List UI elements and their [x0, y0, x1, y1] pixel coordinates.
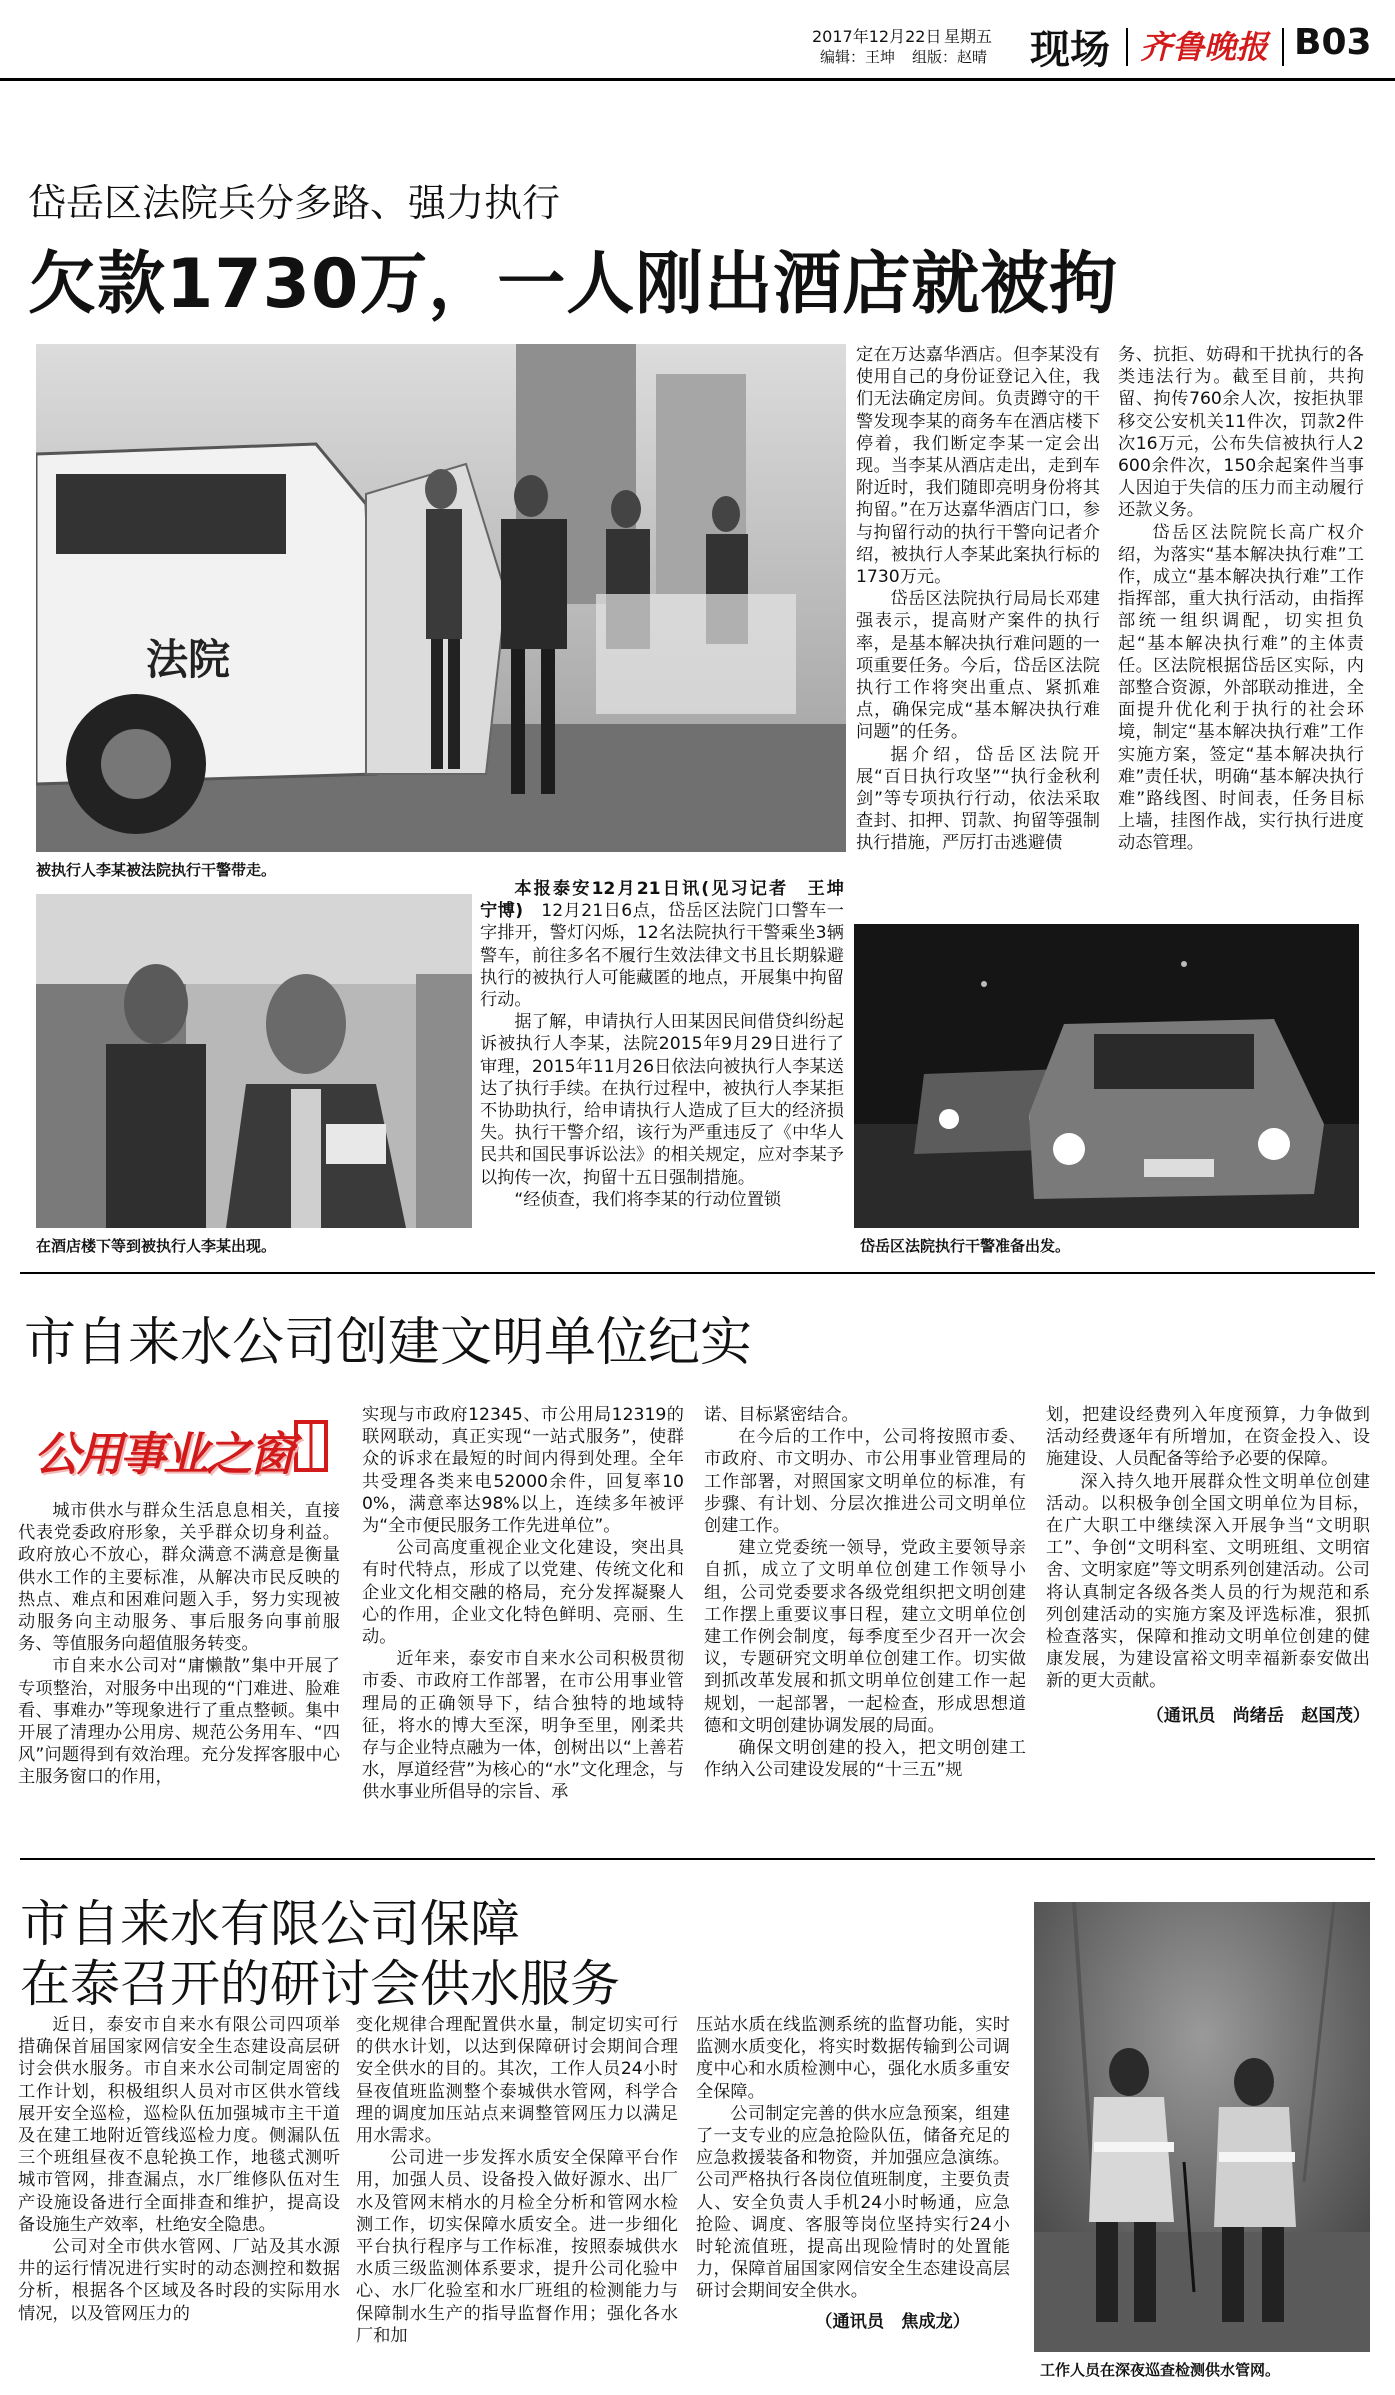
article3-title-line2: 在泰召开的研讨会供水服务 — [20, 1955, 620, 2013]
article2-paragraph: 在今后的工作中，公司将按照市委、市政府、市文明办、市公用事业管理局的工作部署，对照国家文明单位的标准，有步骤、有计划、分层次推进公司文明单位创建工作。 — [704, 1427, 1026, 1537]
photo-night-inspection — [1034, 1902, 1370, 2352]
article2-credit: （通讯员 尚绪岳 赵国茂） — [1146, 1705, 1370, 1726]
caption-photo-night-departure: 岱岳区法院执行干警准备出发。 — [860, 1237, 1071, 1255]
article3-paragraph: 变化规律合理配置供水量，制定切实可行的供水计划，以达到保障研讨会期间合理安全供水的目的。其次，工作人员24小时昼夜值班监测整个泰城供水管网，科学合理的调度加压站点来调整管网压力以满足用水需求。 — [356, 2015, 678, 2147]
photo-police-escort — [36, 344, 846, 852]
article1-paragraph: 据介绍，岱岳区法院开展“百日执行攻坚”“执行金秋利剑”等专项执行行动，依法采取查封、扣押、罚款、拘留等强制执行措施，严厉打击逃避债 — [856, 744, 1100, 854]
article2-paragraph: 深入持久地开展群众性文明单位创建活动。以积极争创全国文明单位为目标，在广大职工中继续深入开展争当“文明职工”、争创“文明科室、文明班组、文明宿舍、文明家庭”等文明系列创建活动。公司将认真制定各级各类人员的行为规范和系列创建活动的实施方案及评选标准，狠抓检查落实，保障和推动文明单位创建的健康发展，为建设富裕文明幸福新泰安做出新的更大贡献。 — [1046, 1471, 1370, 1692]
article1-column-right — [1118, 344, 1364, 855]
photo-hotel-wait-image — [36, 894, 472, 1228]
article2-column-3 — [704, 1404, 1026, 1781]
paper-logo: 齐鲁晚报 — [1140, 28, 1269, 66]
photo-police-escort-image — [36, 344, 846, 852]
article1-paragraph: 务、抗拒、妨碍和干扰执行的各类违法行为。截至目前，共拘留、拘传760余人次，按拒执罪移交公安机关11件次，罚款2件次16万元，公布失信被执行人2600余件次，150余起案件当事人因迫于失信的压力而主动履行还款义务。 — [1118, 345, 1364, 521]
article2-title: 市自来水公司创建文明单位纪实 — [24, 1313, 753, 1373]
photo-car-label: 法院 — [146, 635, 231, 684]
page-number: B03 — [1294, 22, 1372, 63]
article1-lead-text: 12月21日6点，岱岳区法院门口警车一字排开，警灯闪烁，12名法院执行干警乘坐3辆警车，前往多名不履行生效法律文书且长期躲避执行的被执行人可能藏匿的地点，开展集中拘留行动。 — [480, 901, 844, 1011]
article3-paragraph: 压站水质在线监测系统的监督功能，实时监测水质变化，将实时数据传输到公司调度中心和水质检测中心，强化水质多重安全保障。 — [696, 2015, 1010, 2102]
article1-lead — [480, 878, 862, 1011]
article1-paragraph: 岱岳区法院院长高广权介绍，为落实“基本解决执行难”工作，成立“基本解决执行难”工作指挥部，重大执行活动，由指挥部统一组织调配，切实担负起“基本解决执行难”的主体责任。区法院根据岱岳区实际，内部整合资源，外部联动推进，全面提升优化利于执行的社会环境，制定“基本解决执行难”工作实施方案，签定“基本解决执行难”责任状，明确“基本解决执行难”路线图、时间表，任务目标上墙，挂图作战，实行执行进度动态管理。 — [1118, 522, 1364, 854]
article3-paragraph: 公司对全市供水管网、厂站及其水源井的运行情况进行实时的动态测控和数据分析，根据各个区域及各时段的实际用水情况，以及管网压力的 — [18, 2237, 340, 2324]
photo-night-departure-image — [854, 924, 1359, 1228]
caption-photo-night-inspection: 工作人员在深夜巡查检测供水管网。 — [1040, 2361, 1281, 2379]
article3-column-3 — [696, 2014, 1010, 2333]
article1-column-middle — [856, 344, 1100, 855]
article1-column-left — [480, 878, 862, 1211]
article2-paragraph: 实现与市政府12345、市公用局12319的联网联动，真正实现“一站式服务”，使群众的诉求在最短的时间内得到处理。全年共受理各类来电52000余件，回复率100%，满意率达98%以上，连续多年被评为“全市便民服务工作先进单位”。 — [362, 1405, 684, 1537]
article2-paragraph: 城市供水与群众生活息息相关，直接代表党委政府形象，关乎群众切身利益。政府放心不放心，群众满意不满意是衡量供水工作的主要标准，从解决市民反映的热点、难点和困难问题入手，努力实现被动服务向主动服务、事后服务向事前服务、等值服务向超值服务转变。 — [18, 1501, 340, 1655]
article2-paragraph: 市自来水公司对“庸懒散”集中开展了专项整治，对服务中出现的“门难进、脸难看、事难办”等现象进行了重点整顿。集中开展了清理办公用房、规范公务用车、“四风”问题得到有效治理。充分发挥客服中心主服务窗口的作用， — [18, 1656, 340, 1788]
photo-night-inspection-image — [1034, 1902, 1370, 2352]
article2-column-4 — [1046, 1404, 1370, 1727]
article2-column-2 — [362, 1404, 684, 1804]
article2-column-1 — [18, 1500, 340, 1789]
article1-kicker: 岱岳区法院兵分多路、强力执行 — [28, 181, 561, 225]
article3-column-2 — [356, 2014, 678, 2347]
article3-title-line1: 市自来水有限公司保障 — [20, 1895, 520, 1953]
header-editor: 编辑：王坤 — [820, 48, 896, 66]
article3-paragraph: 公司制定完善的供水应急预案，组建了一支专业的应急抢险队伍，储备充足的应急救援装备和物资，并加强应急演练。公司严格执行各岗位值班制度，主要负责人、安全负责人手机24小时畅通，应急抢险、调度、客服等岗位坚持实行24小时轮流值班，提高出现险情时的处置能力，保障首届国家网信安全生态建设高层研讨会期间安全供水。 — [696, 2103, 1010, 2302]
article3-credit: （通讯员 焦成龙） — [815, 2311, 970, 2332]
article1-paragraph: “经侦查，我们将李某的行动位置锁 — [514, 1189, 782, 1210]
article2-paragraph: 划，把建设经费列入年度预算，力争做到活动经费逐年有所增加，在资金投入、设施建设、人员配备等给予必要的保障。 — [1046, 1405, 1370, 1470]
article1-paragraph: 岱岳区法院执行局局长邓建强表示，提高财产案件的执行率，是基本解决执行难问题的一项重要任务。今后，岱岳区法院执行工作将突出重点、紧抓难点，确保完成“基本解决执行难问题”的任务。 — [856, 589, 1100, 743]
section-name: 现场 — [1030, 27, 1110, 73]
article2-paragraph: 诺、目标紧密结合。 — [704, 1405, 859, 1425]
header-divider-2 — [1282, 28, 1284, 66]
header-date: 2017年12月22日 — [812, 27, 942, 46]
article1-title: 欠款1730万，一人刚出酒店就被拘 — [28, 245, 1119, 324]
article2-paragraph: 公司高度重视企业文化建设，突出具有时代特点，形成了以党建、传统文化和企业文化相交融的格局，充分发挥凝聚人心的作用，企业文化特色鲜明、亮丽、生动。 — [362, 1538, 684, 1648]
article2-paragraph: 确保文明创建的投入，把文明创建工作纳入公司建设发展的“十三五”规 — [704, 1738, 1026, 1781]
article2-paragraph: 建立党委统一领导，党政主要领导亲自抓，成立了文明单位创建工作领导小组，公司党委要求各级党组织把文明创建工作摆上重要议事日程，建立文明单位创建工作例会制度，每季度至少召开一次会议，专题研究文明单位创建工作。切实做到抓改革发展和抓文明单位创建工作一起规划，一起部署，一起检查，形成思想道德和文明创建协调发展的局面。 — [704, 1538, 1026, 1736]
header-rule — [0, 78, 1395, 81]
header-weekday: 星期五 — [944, 27, 993, 46]
caption-photo-hotel-wait: 在酒店楼下等到被执行人李某出现。 — [36, 1237, 277, 1255]
article1-byline: 本报泰安12月21日讯(见习记者 王坤 宁博) — [480, 879, 862, 922]
public-utility-logo-text: 公用事业之窗 — [34, 1427, 292, 1481]
section-divider-1 — [20, 1272, 1375, 1274]
caption-photo-police-escort: 被执行人李某被法院执行干警带走。 — [36, 861, 277, 879]
public-utility-logo — [34, 1412, 330, 1480]
photo-hotel-wait — [36, 894, 472, 1228]
section-divider-2 — [20, 1858, 1375, 1860]
photo-night-departure — [854, 924, 1359, 1228]
article1-paragraph: 定在万达嘉华酒店。但李某没有使用自己的身份证登记入住，我们无法确定房间。负责蹲守的干警发现李某的商务车在酒店楼下停着，我们断定李某一定会出现。当李某从酒店走出，走到车附近时，我们随即亮明身份将其拘留。”在万达嘉华酒店门口，参与拘留行动的执行干警向记者介绍，被执行人李某此案执行标的1730万元。 — [856, 345, 1100, 588]
article3-paragraph: 公司进一步发挥水质安全保障平台作用，加强人员、设备投入做好源水、出厂水及管网末梢水的月检全分析和管网水检测工作，切实保障水质安全。进一步细化平台执行程序与工作标准，按照泰城供水水质三级监测体系要求，提升公司化验中心、水厂化验室和水厂班组的检测能力与保障制水生产的指导监督作用；强化各水厂和加 — [356, 2148, 678, 2346]
article3-paragraph: 近日，泰安市自来水有限公司四项举措确保首届国家网信安全生态建设高层研讨会供水服务。市自来水公司制定周密的工作计划，积极组织人员对市区供水管线展开安全巡检，巡检队伍加强城市主干道及在建工地附近管线巡检力度。侧漏队伍三个班组昼夜不息轮换工作，地毯式测听城市管网，排查漏点，水厂维修队伍对生产设施设备进行全面排查和维护，提高设备设施生产效率，杜绝安全隐患。 — [18, 2015, 340, 2235]
article2-paragraph: 近年来，泰安市自来水公司积极贯彻市委、市政府工作部署，在市公用事业管理局的正确领导下，结合独特的地域特征，将水的博大至深，明争至里，刚柔共存与企业特点融为一体，创树出以“上善若水，厚道经营”为核心的“水”文化理念，与供水事业所倡导的宗旨、承 — [362, 1649, 684, 1803]
article1-paragraph: 据了解，申请执行人田某因民间借贷纠纷起诉被执行人李某，法院2015年9月29日进行了审理，2015年11月26日依法向被执行人李某送达了执行手续。在执行过程中，被执行人李某拒不协助执行，给申请执行人造成了巨大的经济损失。执行干警介绍，该行为严重违反了《中华人民共和国民事诉讼法》的相关规定，应对李某予以拘传一次，拘留十五日强制措施。 — [480, 1012, 844, 1188]
article3-column-1 — [18, 2014, 340, 2325]
header-divider — [1126, 28, 1128, 66]
masthead — [0, 0, 1395, 80]
header-layout: 组版：赵晴 — [912, 48, 988, 66]
